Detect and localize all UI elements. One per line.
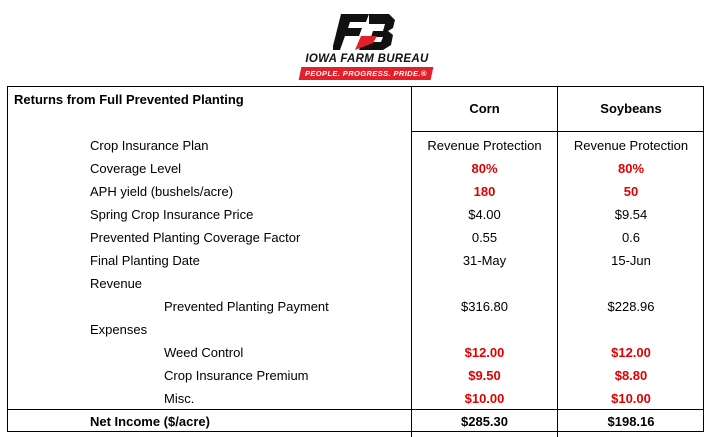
corn-pp-coverage-factor: 0.55 <box>471 230 498 245</box>
row-label-spring-price: Spring Crop Insurance Price <box>90 207 254 222</box>
soy-spring-price: $9.54 <box>614 207 648 222</box>
row-label-net-income: Net Income ($/acre) <box>90 414 210 429</box>
row-label-coverage-level: Coverage Level <box>90 161 182 176</box>
corn-weed-control: $12.00 <box>464 345 505 360</box>
corn-pp-payment: $316.80 <box>461 299 508 314</box>
column-header-corn: Corn <box>469 101 500 116</box>
soy-net-income: $198.16 <box>607 414 655 429</box>
column-header-soybeans: Soybeans <box>600 101 662 116</box>
row-label-pp-coverage-factor: Prevented Planting Coverage Factor <box>90 230 301 245</box>
row-label-pp-payment: Prevented Planting Payment <box>164 299 329 314</box>
soy-final-planting-date: 15-Jun <box>611 253 651 268</box>
row-label-misc: Misc. <box>164 391 195 406</box>
corn-net-income: $285.30 <box>461 414 508 429</box>
soy-misc: $10.00 <box>611 391 651 406</box>
header-divider <box>411 131 704 132</box>
soy-aph-yield: 50 <box>623 184 639 199</box>
corn-crop-insurance-premium: $9.50 <box>468 368 501 383</box>
corn-crop-insurance-plan: Revenue Protection <box>427 138 542 153</box>
corn-misc: $10.00 <box>464 391 505 406</box>
corn-coverage-level: 80% <box>471 161 498 176</box>
logo-name-text: IOWA FARM BUREAU <box>305 53 429 65</box>
fb-logo-mark-icon <box>333 12 397 52</box>
logo-tagline: PEOPLE. PROGRESS. PRIDE.® <box>299 67 434 80</box>
row-label-final-planting-date: Final Planting Date <box>90 253 200 268</box>
soy-crop-insurance-premium: $8.80 <box>614 368 648 383</box>
row-label-aph-yield: APH yield (bushels/acre) <box>90 184 234 199</box>
table-bottom-line <box>7 431 704 432</box>
row-label-revenue: Revenue <box>90 276 143 291</box>
corn-spring-price: $4.00 <box>468 207 501 222</box>
row-label-expenses: Expenses <box>90 322 148 337</box>
soy-weed-control: $12.00 <box>611 345 651 360</box>
row-label-crop-insurance-premium: Crop Insurance Premium <box>164 368 309 383</box>
corn-aph-yield: 180 <box>473 184 496 199</box>
row-label-weed-control: Weed Control <box>164 345 244 360</box>
soy-coverage-level: 80% <box>617 161 645 176</box>
table-title: Returns from Full Prevented Planting <box>14 92 244 107</box>
soy-crop-insurance-plan: Revenue Protection <box>573 138 689 153</box>
corn-final-planting-date: 31-May <box>462 253 507 268</box>
soy-pp-coverage-factor: 0.6 <box>621 230 641 245</box>
row-label-crop-insurance-plan: Crop Insurance Plan <box>90 138 209 153</box>
iowa-farm-bureau-logo <box>296 12 438 78</box>
net-income-divider <box>7 409 704 410</box>
soy-pp-payment: $228.96 <box>607 299 655 314</box>
